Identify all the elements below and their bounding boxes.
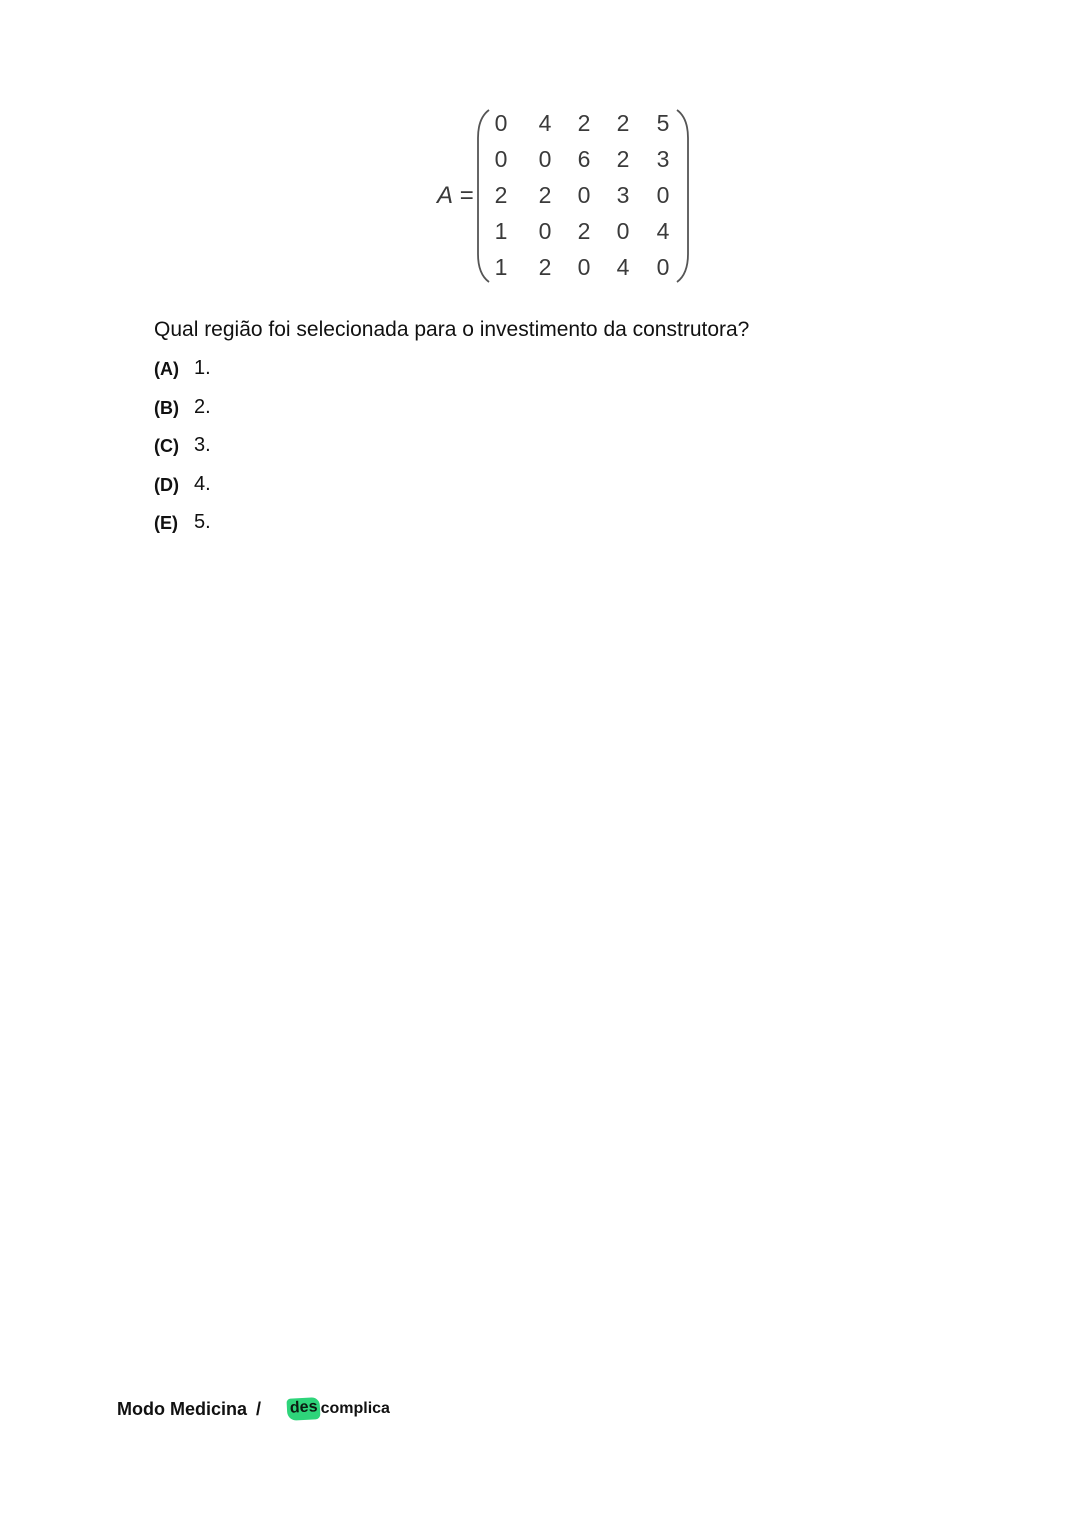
matrix-cell: 4 <box>616 254 630 280</box>
question-text: Qual região foi selecionada para o investimento da construtora? <box>154 318 750 341</box>
matrix-cell: 0 <box>538 146 552 172</box>
option-letter: (B) <box>154 397 179 418</box>
equals-sign: = <box>459 182 474 209</box>
matrix-cell: 0 <box>656 254 670 280</box>
matrix-cell: 0 <box>494 110 508 136</box>
matrix-cell: 1 <box>494 218 508 244</box>
option-letter: (A) <box>154 359 179 379</box>
option-d[interactable] <box>154 473 211 512</box>
option-text: 1. <box>194 357 211 379</box>
matrix-cell: 5 <box>656 110 670 136</box>
matrix-label <box>437 182 474 210</box>
matrix-cell: 2 <box>577 110 591 136</box>
option-e[interactable] <box>154 511 211 550</box>
option-letter: (D) <box>154 474 179 495</box>
footer-title: Modo Medicina <box>117 1398 247 1419</box>
matrix-cell: 0 <box>656 182 670 208</box>
matrix-cell: 0 <box>616 218 630 244</box>
matrix-cell: 1 <box>494 254 508 280</box>
option-letter: (C) <box>154 436 179 456</box>
matrix-cell: 6 <box>577 146 591 172</box>
matrix-cell: 3 <box>616 182 630 208</box>
option-text: 2. <box>194 395 211 418</box>
matrix-cell: 0 <box>494 146 508 172</box>
option-b[interactable] <box>154 396 211 435</box>
matrix-cell: 2 <box>577 218 591 244</box>
descomplica-logo <box>287 1398 390 1420</box>
option-a[interactable] <box>154 357 211 396</box>
option-text: 4. <box>194 472 211 495</box>
matrix-cell: 4 <box>656 218 670 244</box>
matrix-cell: 2 <box>538 254 552 280</box>
matrix-cell: 3 <box>656 146 670 172</box>
matrix-cell: 0 <box>577 254 591 280</box>
matrix-cell: 4 <box>538 110 552 136</box>
option-letter: (E) <box>154 513 178 533</box>
footer-separator: / <box>256 1398 262 1419</box>
matrix-cell: 2 <box>494 182 508 208</box>
page-footer <box>117 1398 390 1420</box>
right-parenthesis <box>675 108 689 284</box>
matrix-equation <box>433 106 695 286</box>
logo-wordmark: complica <box>320 1400 390 1417</box>
option-text: 3. <box>194 434 211 456</box>
matrix-cell: 0 <box>538 218 552 244</box>
matrix-name: A <box>437 182 454 209</box>
option-text: 5. <box>194 511 211 533</box>
logo-des-badge: des <box>286 1397 320 1421</box>
option-c[interactable] <box>154 434 211 473</box>
matrix-cell: 2 <box>616 146 630 172</box>
answer-options <box>154 357 211 550</box>
matrix-cell: 2 <box>616 110 630 136</box>
matrix-cell: 0 <box>577 182 591 208</box>
matrix-cell: 2 <box>538 182 552 208</box>
